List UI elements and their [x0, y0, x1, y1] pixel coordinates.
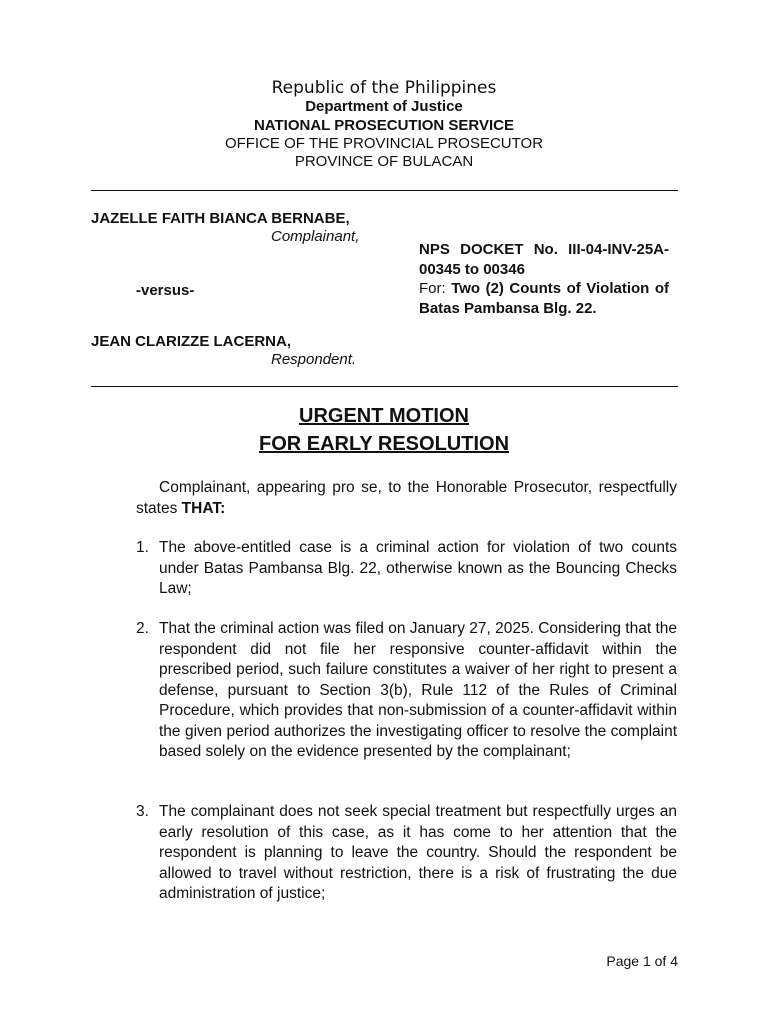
docket-for-label: For: — [419, 280, 446, 297]
respondent-role: Respondent. — [271, 351, 357, 368]
list-item-number: 3. — [136, 803, 149, 820]
docket-for — [419, 279, 669, 318]
list-item-number: 1. — [136, 539, 149, 556]
docket-for-text: Two (2) Counts of Violation of Batas Pambansa Blg. 22. — [419, 280, 669, 317]
motion-title-line2: FOR EARLY RESOLUTION — [258, 433, 510, 455]
header-department: Department of Justice — [305, 98, 463, 115]
caption-divider — [91, 386, 678, 387]
list-item — [136, 802, 677, 905]
intro-text: Complainant, appearing pro se, to the Honorable Prosecutor, respectfully states — [136, 479, 677, 517]
header-office: OFFICE OF THE PROVINCIAL PROSECUTOR — [224, 135, 544, 152]
list-item-text: The complainant does not seek special treatment but respectfully urges an early resolution of this case, as it has come to her attention that the respondent is planning to leave the country. Should the respondent be allowed to travel without restriction, there is a risk of frustrating the due administration of justice; — [159, 803, 677, 902]
header-service: NATIONAL PROSECUTION SERVICE — [253, 117, 515, 134]
docket-number: NPS DOCKET No. III-04-INV-25A-00345 to 00346 — [419, 241, 669, 278]
list-item — [136, 538, 677, 600]
list-item-number: 2. — [136, 620, 149, 637]
motion-title-line1: URGENT MOTION — [299, 405, 469, 427]
complainant-role: Complainant, — [271, 228, 360, 245]
intro-paragraph — [136, 478, 677, 519]
versus-label: -versus- — [136, 282, 195, 299]
page-number: Page 1 of 4 — [606, 953, 678, 969]
header-republic: Republic of the Philippines — [271, 78, 497, 98]
complainant-name: JAZELLE FAITH BIANCA BERNABE, — [91, 210, 350, 227]
list-item-text: The above-entitled case is a criminal action for violation of two counts under Batas Pambansa Blg. 22, otherwise known as the Bouncing Checks Law; — [159, 539, 677, 597]
header-province: PROVINCE OF BULACAN — [294, 153, 474, 170]
list-item-text: That the criminal action was filed on January 27, 2025. Considering that the respondent did not file her responsive counter-affidavit within the prescribed period, such failure constitutes a waiver of her right to present a defense, pursuant to Section 3(b), Rule 112 of the Rules of Criminal Procedure, which provides that non-submission of a counter-affidavit within the given period authorizes the investigating officer to resolve the complaint based solely on the evidence presented by the complainant; — [159, 620, 677, 760]
docket-block — [419, 240, 669, 318]
header-divider — [91, 190, 678, 191]
list-item — [136, 619, 677, 763]
intro-emphasis: THAT: — [181, 499, 226, 517]
respondent-name: JEAN CLARIZZE LACERNA, — [91, 333, 292, 350]
